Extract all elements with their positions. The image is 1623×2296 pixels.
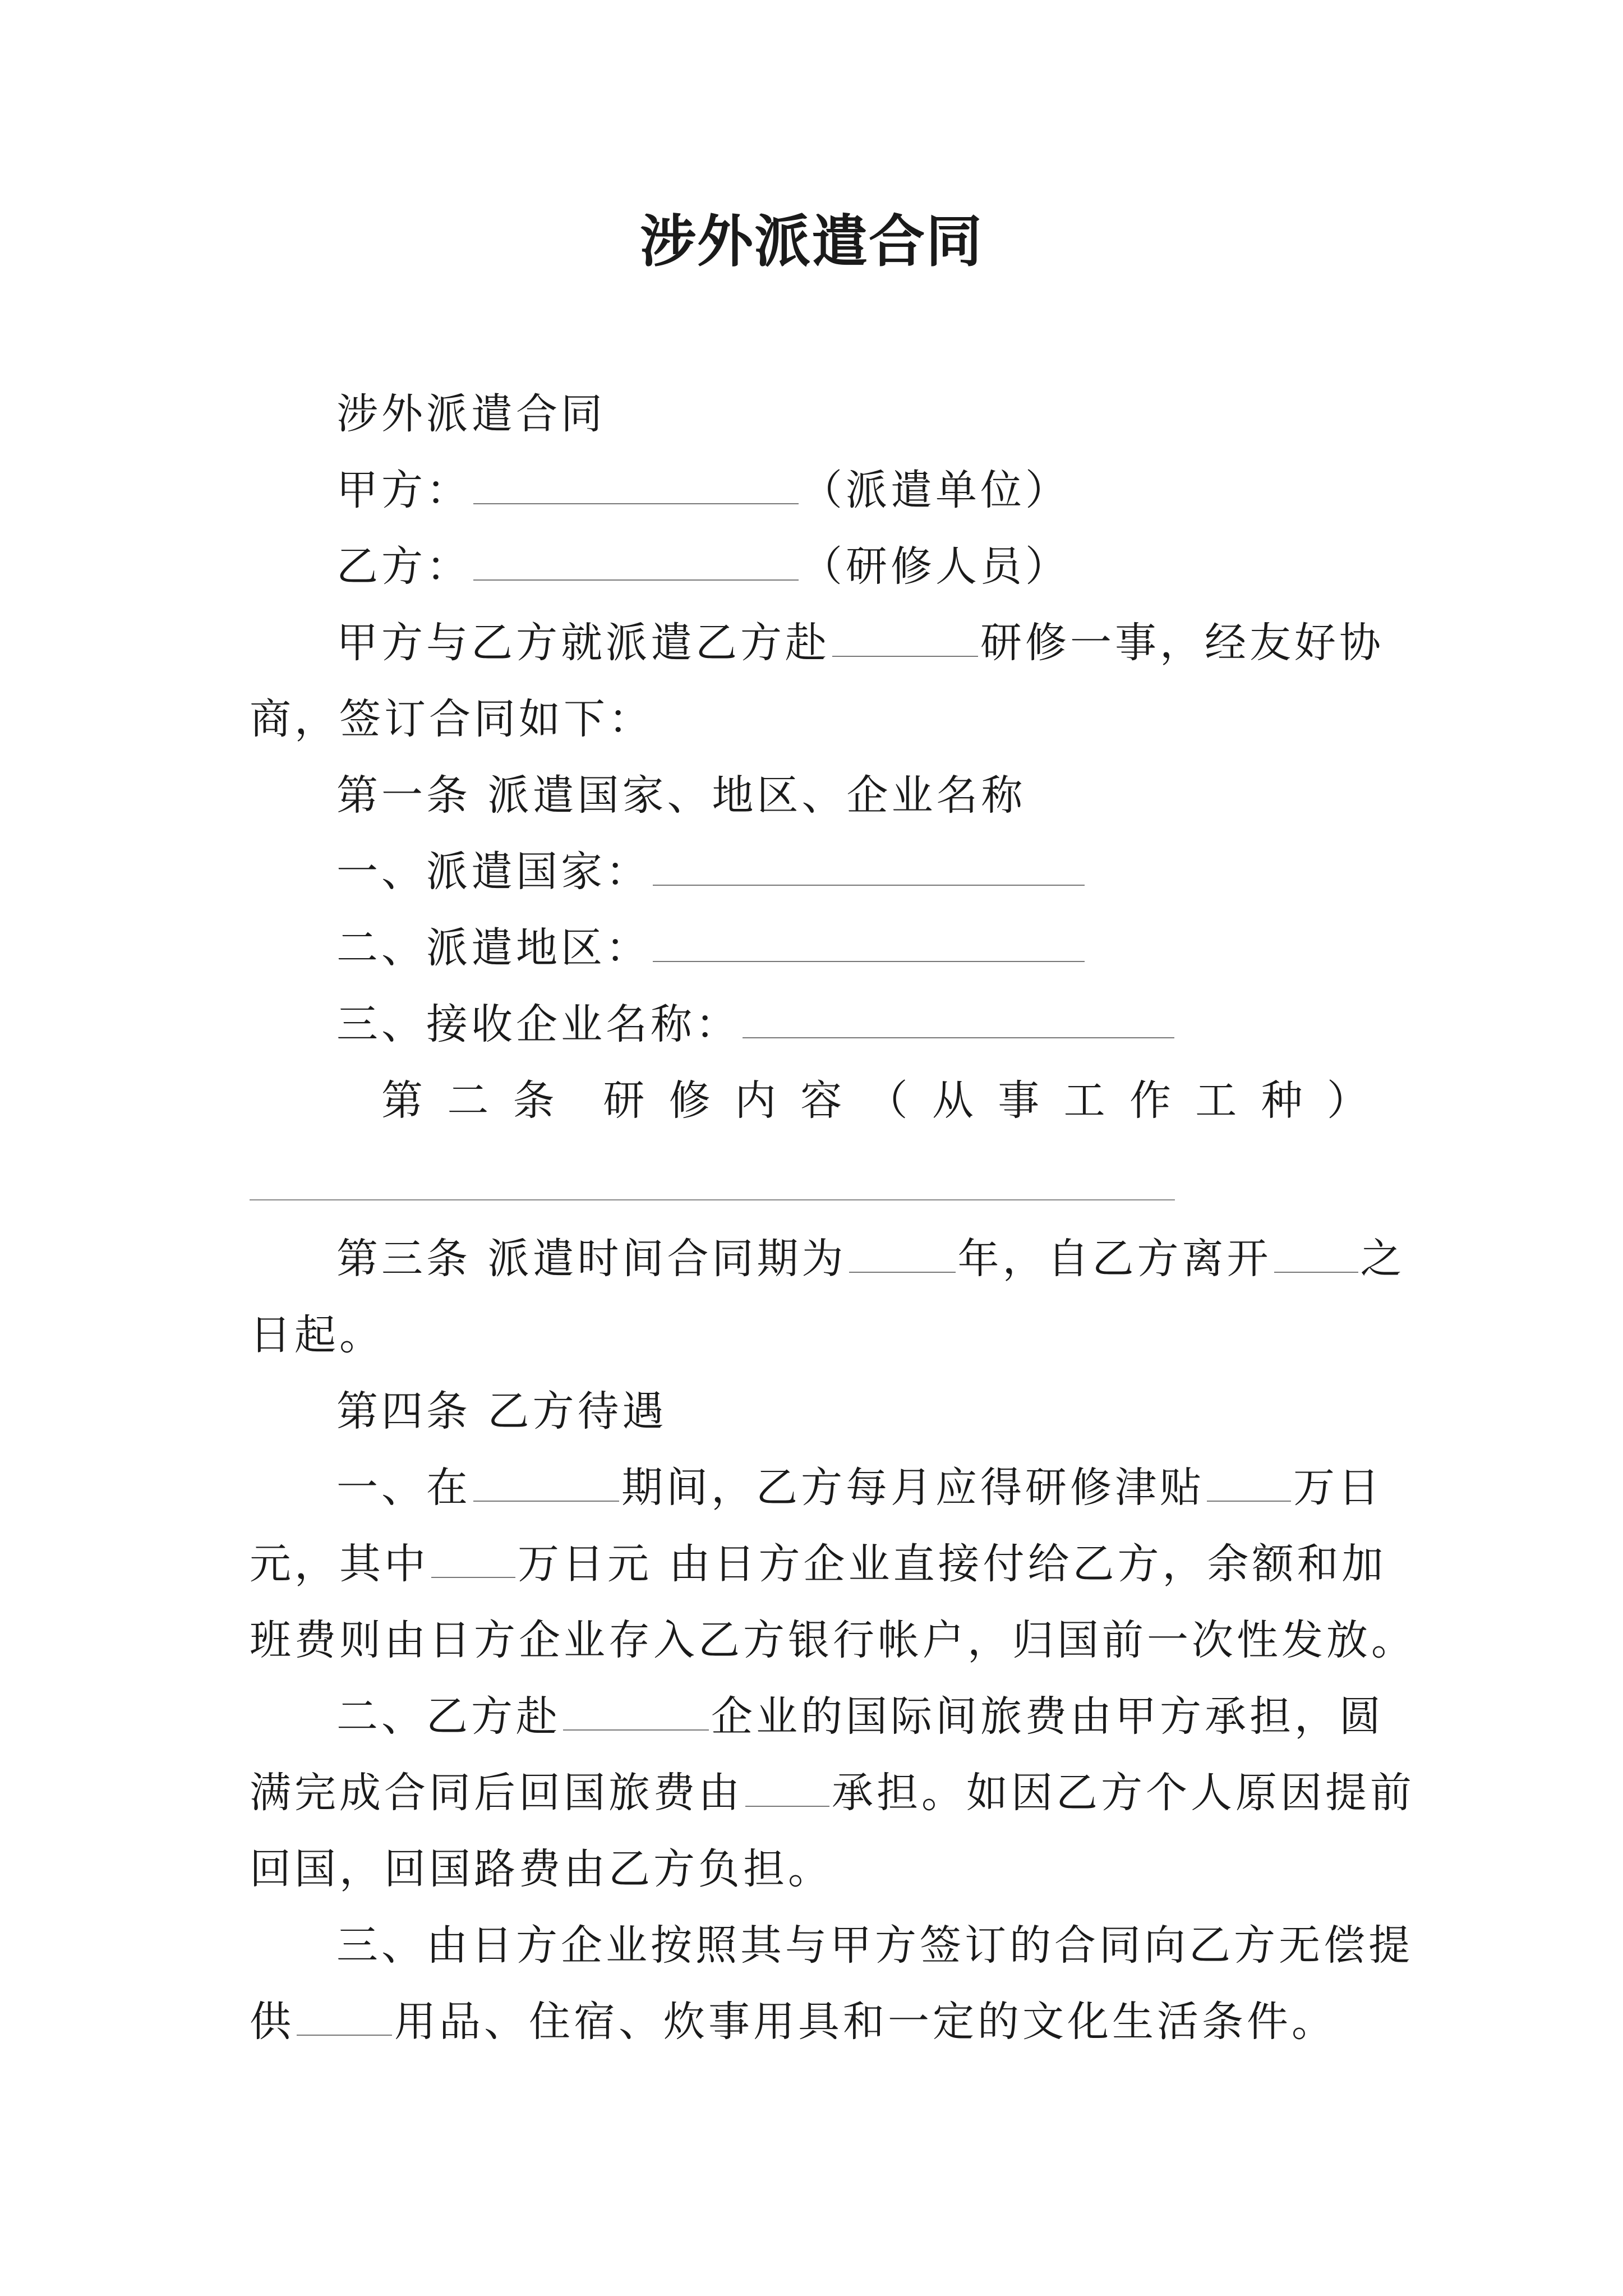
country-blank: [653, 845, 1085, 886]
article-3-line-2: [250, 1297, 1394, 1373]
company-line: [336, 986, 1394, 1062]
article-3-line-1: [336, 1221, 1405, 1297]
intro-text-1a: 甲方与乙方就派遣乙方赴: [336, 619, 830, 667]
article-2-char: 从: [932, 1076, 974, 1125]
article-2-char: 作: [1129, 1076, 1171, 1125]
allowance-blank: [1207, 1461, 1291, 1502]
treatment-3-text-a: 三、由日方企业按照其与甲方签订的合同向乙方无偿提: [336, 1921, 1413, 1970]
treatment-1-text-e: 万日元 由日方企业直接付给乙方，余额和加: [518, 1540, 1387, 1588]
region-label: 二、派遣地区：: [336, 924, 651, 972]
party-a-line: [336, 452, 1394, 528]
treatment-1-line-3: [250, 1602, 1416, 1678]
treatment-1-text-a: 一、在: [336, 1464, 471, 1512]
article-2-char: 工: [1063, 1076, 1105, 1125]
document-title: 涉外派遣合同: [640, 208, 983, 274]
article-2-char: 二: [447, 1076, 489, 1125]
treatment-1-line-2: [250, 1526, 1394, 1602]
article-2-char: 修: [668, 1076, 711, 1125]
return-fare-party-blank: [745, 1766, 829, 1807]
direct-pay-blank: [431, 1538, 515, 1578]
departure-place-blank: [1274, 1232, 1358, 1273]
article-3-text-b: 年，自乙方离开: [957, 1235, 1272, 1283]
party-b-note: （研修人员）: [801, 542, 1070, 591]
article-2-char: 第: [381, 1076, 423, 1125]
subtitle-line: [336, 376, 1394, 452]
party-b-blank: [473, 540, 799, 581]
article-1-text: 第一条 派遣国家、地区、企业名称: [336, 771, 1026, 820]
party-b-label: 乙方：: [336, 542, 471, 591]
enterprise-blank: [563, 1690, 709, 1731]
article-2-char: 内: [734, 1076, 776, 1125]
article-4-heading: [336, 1373, 1394, 1450]
treatment-1-text-f: 班费则由日方企业存入乙方银行帐户，归国前一次性发放。: [250, 1616, 1416, 1664]
treatment-2-line-2: [250, 1755, 1415, 1831]
article-2-char: 容: [800, 1076, 842, 1125]
treatment-1-text-c: 万日: [1293, 1464, 1383, 1512]
subtitle-text: 涉外派遣合同: [336, 390, 606, 438]
destination-blank: [832, 616, 978, 657]
treatment-1-line-1: [336, 1450, 1394, 1526]
intro-line-2: [250, 681, 1394, 757]
treatment-2-text-e: 回国，回国路费由乙方负担。: [250, 1845, 833, 1893]
article-3-text-a: 第三条 派遣时间合同期为: [336, 1235, 847, 1283]
treatment-2-text-c: 满完成合同后回国旅费由: [250, 1769, 743, 1817]
supplies-blank: [297, 1995, 392, 2036]
article-1-heading: [336, 757, 1394, 834]
period-blank: [473, 1461, 619, 1502]
party-a-label: 甲方：: [336, 466, 471, 514]
article-2-char: 事: [998, 1076, 1040, 1125]
company-label: 三、接收企业名称：: [336, 1000, 740, 1048]
treatment-2-text-d: 承担。如因乙方个人原因提前: [832, 1769, 1415, 1817]
intro-line-1: [336, 605, 1394, 681]
article-2-char: 种: [1261, 1076, 1303, 1125]
country-label: 一、派遣国家：: [336, 848, 651, 896]
region-blank: [653, 922, 1085, 962]
article-2-char: 工: [1195, 1076, 1237, 1125]
treatment-2-line-3: [250, 1831, 1394, 1907]
article-4-text: 第四条 乙方待遇: [336, 1387, 667, 1435]
treatment-3-line-1: [336, 1907, 1413, 1984]
article-2-char: ）: [1326, 1076, 1368, 1125]
intro-text-2: 商，签订合同如下：: [250, 695, 653, 743]
party-b-line: [336, 528, 1394, 605]
article-2-char: （: [866, 1076, 908, 1125]
treatment-2-line-1: [336, 1678, 1394, 1755]
treatment-1-text-b: 期间，乙方每月应得研修津贴: [621, 1464, 1205, 1512]
term-years-blank: [849, 1232, 956, 1273]
country-line: [336, 834, 1394, 910]
region-line: [336, 910, 1394, 986]
article-3-text-d: 日起。: [250, 1311, 384, 1359]
intro-text-1b: 研修一事，经友好协: [980, 619, 1384, 667]
article-3-text-c: 之: [1360, 1235, 1405, 1283]
treatment-3-line-2: [250, 1984, 1394, 2060]
company-blank: [743, 998, 1174, 1038]
treatment-3-text-c: 用品、住宿、炊事用具和一定的文化生活条件。: [394, 1998, 1336, 2046]
party-a-blank: [473, 464, 799, 504]
treatment-3-text-b: 供: [250, 1998, 294, 2046]
article-2-char: 条: [513, 1076, 555, 1125]
treatment-2-text-a: 二、乙方赴: [336, 1692, 561, 1741]
article-2-char: 研: [603, 1076, 645, 1125]
article-2-heading: [381, 1062, 1368, 1139]
treatment-1-text-d: 元，其中: [250, 1540, 429, 1588]
work-content-blank: [250, 1199, 1175, 1200]
party-a-note: （派遣单位）: [801, 466, 1070, 514]
treatment-2-text-b: 企业的国际间旅费由甲方承担，圆: [711, 1692, 1384, 1741]
